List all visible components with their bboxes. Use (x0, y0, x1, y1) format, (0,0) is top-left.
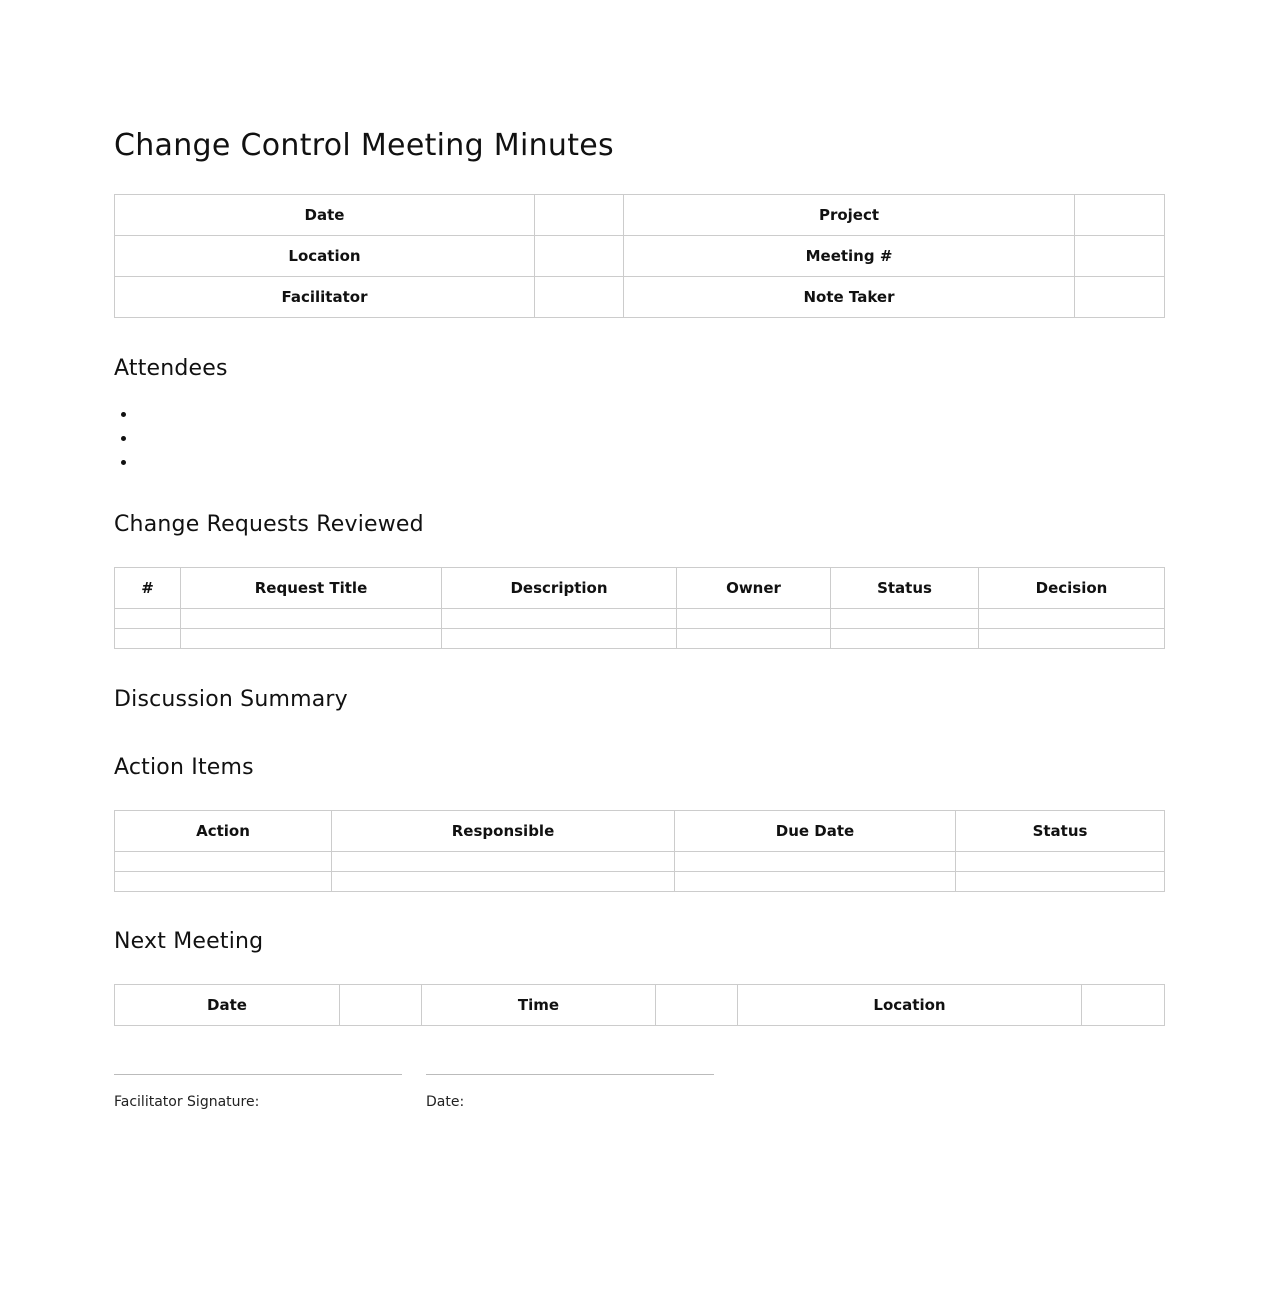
meeting-info-table (114, 194, 1165, 318)
table-cell[interactable] (115, 629, 181, 649)
action-items-heading: Action Items (114, 755, 254, 780)
table-cell[interactable] (831, 629, 979, 649)
table-cell[interactable] (115, 609, 181, 629)
meeting-info-row (115, 236, 1165, 277)
column-header-request-title: Request Title (181, 568, 442, 609)
table-cell[interactable] (675, 852, 956, 872)
note-taker-label: Note Taker (624, 277, 1075, 318)
meeting-number-value-cell[interactable] (1075, 236, 1165, 277)
column-header-owner: Owner (677, 568, 831, 609)
table-cell[interactable] (181, 609, 442, 629)
table-header-row (115, 568, 1165, 609)
attendees-list (114, 403, 138, 475)
date-label: Date (115, 195, 535, 236)
table-row (115, 609, 1165, 629)
change-requests-heading: Change Requests Reviewed (114, 512, 424, 537)
facilitator-signature-line[interactable] (114, 1074, 402, 1075)
next-location-label: Location (738, 985, 1082, 1026)
column-header-responsible: Responsible (332, 811, 675, 852)
table-header-row (115, 811, 1165, 852)
location-value-cell[interactable] (535, 236, 624, 277)
document-title: Change Control Meeting Minutes (114, 128, 614, 163)
meeting-info-row (115, 277, 1165, 318)
meeting-number-label: Meeting # (624, 236, 1075, 277)
table-cell[interactable] (677, 629, 831, 649)
discussion-summary-heading: Discussion Summary (114, 687, 348, 712)
next-meeting-row (115, 985, 1165, 1026)
table-cell[interactable] (979, 609, 1165, 629)
next-time-value-cell[interactable] (656, 985, 738, 1026)
location-label: Location (115, 236, 535, 277)
table-row (115, 629, 1165, 649)
change-requests-table (114, 567, 1165, 649)
column-header-due-date: Due Date (675, 811, 956, 852)
table-cell[interactable] (442, 629, 677, 649)
facilitator-signature-label: Facilitator Signature: (114, 1094, 260, 1110)
next-date-value-cell[interactable] (340, 985, 422, 1026)
project-value-cell[interactable] (1075, 195, 1165, 236)
facilitator-value-cell[interactable] (535, 277, 624, 318)
action-items-table (114, 810, 1165, 892)
table-cell[interactable] (956, 872, 1165, 892)
table-cell[interactable] (442, 609, 677, 629)
facilitator-label: Facilitator (115, 277, 535, 318)
table-row (115, 872, 1165, 892)
table-cell[interactable] (115, 852, 332, 872)
column-header-description: Description (442, 568, 677, 609)
table-cell[interactable] (181, 629, 442, 649)
table-cell[interactable] (677, 609, 831, 629)
table-row (115, 852, 1165, 872)
meeting-info-row (115, 195, 1165, 236)
table-cell[interactable] (332, 852, 675, 872)
next-meeting-table (114, 984, 1165, 1026)
column-header-decision: Decision (979, 568, 1165, 609)
column-header-number: # (115, 568, 181, 609)
table-cell[interactable] (956, 852, 1165, 872)
table-cell[interactable] (115, 872, 332, 892)
next-location-value-cell[interactable] (1082, 985, 1165, 1026)
next-meeting-heading: Next Meeting (114, 929, 264, 954)
date-value-cell[interactable] (535, 195, 624, 236)
signature-date-label: Date: (426, 1094, 465, 1110)
column-header-action: Action (115, 811, 332, 852)
table-cell[interactable] (979, 629, 1165, 649)
next-date-label: Date (115, 985, 340, 1026)
project-label: Project (624, 195, 1075, 236)
table-cell[interactable] (675, 872, 956, 892)
table-cell[interactable] (332, 872, 675, 892)
column-header-status: Status (956, 811, 1165, 852)
table-cell[interactable] (831, 609, 979, 629)
signature-date-line[interactable] (426, 1074, 714, 1075)
column-header-status: Status (831, 568, 979, 609)
next-time-label: Time (422, 985, 656, 1026)
note-taker-value-cell[interactable] (1075, 277, 1165, 318)
attendees-heading: Attendees (114, 356, 228, 381)
